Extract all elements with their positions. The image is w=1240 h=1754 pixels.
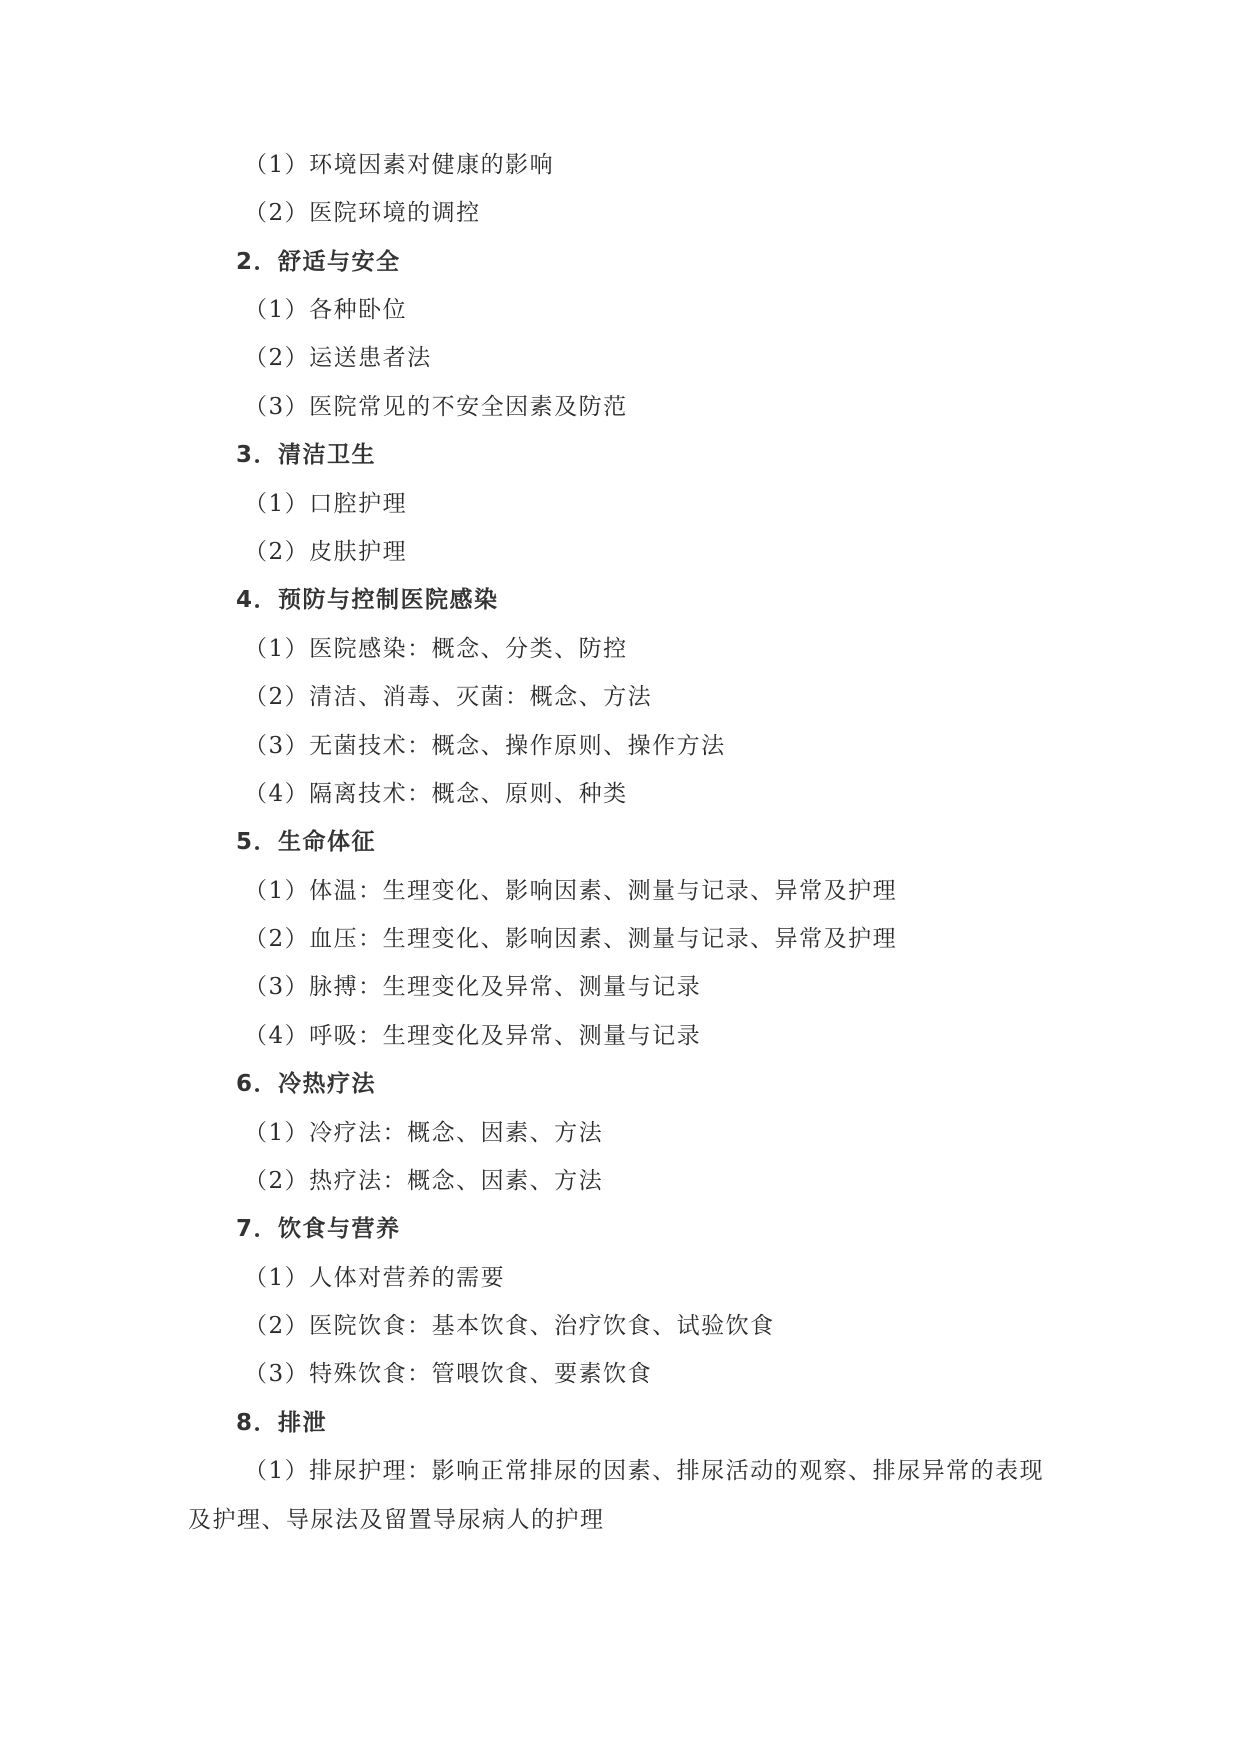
list-item: （1）口腔护理 xyxy=(244,491,408,517)
list-item: （3）特殊饮食：管喂饮食、要素饮食 xyxy=(244,1361,653,1387)
list-item: （4）呼吸：生理变化及异常、测量与记录 xyxy=(244,1023,702,1049)
list-item: （3）医院常见的不安全因素及防范 xyxy=(244,394,628,420)
list-item: （1）冷疗法：概念、因素、方法 xyxy=(244,1120,604,1146)
section-heading: 7．饮食与营养 xyxy=(236,1216,401,1242)
list-item: （1）各种卧位 xyxy=(244,297,408,323)
list-item: （1）人体对营养的需要 xyxy=(244,1265,506,1291)
list-item: （2）清洁、消毒、灭菌：概念、方法 xyxy=(244,684,653,710)
list-item: （2）皮肤护理 xyxy=(244,539,408,565)
list-item: （2）医院饮食：基本饮食、治疗饮食、试验饮食 xyxy=(244,1313,775,1339)
list-item-continuation: 及护理、导尿法及留置导尿病人的护理 xyxy=(188,1507,605,1533)
list-item: （1）环境因素对健康的影响 xyxy=(244,152,555,178)
list-item: （4）隔离技术：概念、原则、种类 xyxy=(244,781,628,807)
list-item: （2）血压：生理变化、影响因素、测量与记录、异常及护理 xyxy=(244,926,898,952)
list-item: （3）无菌技术：概念、操作原则、操作方法 xyxy=(244,733,726,759)
list-item: （1）体温：生理变化、影响因素、测量与记录、异常及护理 xyxy=(244,878,898,904)
section-heading: 5．生命体征 xyxy=(236,829,377,855)
section-heading: 2．舒适与安全 xyxy=(236,249,401,275)
list-item: （2）医院环境的调控 xyxy=(244,200,481,226)
section-heading: 4．预防与控制医院感染 xyxy=(236,587,499,613)
list-item: （2）热疗法：概念、因素、方法 xyxy=(244,1168,604,1194)
list-item: （1）排尿护理：影响正常排尿的因素、排尿活动的观察、排尿异常的表现 xyxy=(244,1458,1045,1484)
list-item: （1）医院感染：概念、分类、防控 xyxy=(244,636,628,662)
list-item: （2）运送患者法 xyxy=(244,345,432,371)
section-heading: 3．清洁卫生 xyxy=(236,442,377,468)
section-heading: 6．冷热疗法 xyxy=(236,1071,377,1097)
section-heading: 8．排泄 xyxy=(236,1410,328,1436)
list-item: （3）脉搏：生理变化及异常、测量与记录 xyxy=(244,974,702,1000)
